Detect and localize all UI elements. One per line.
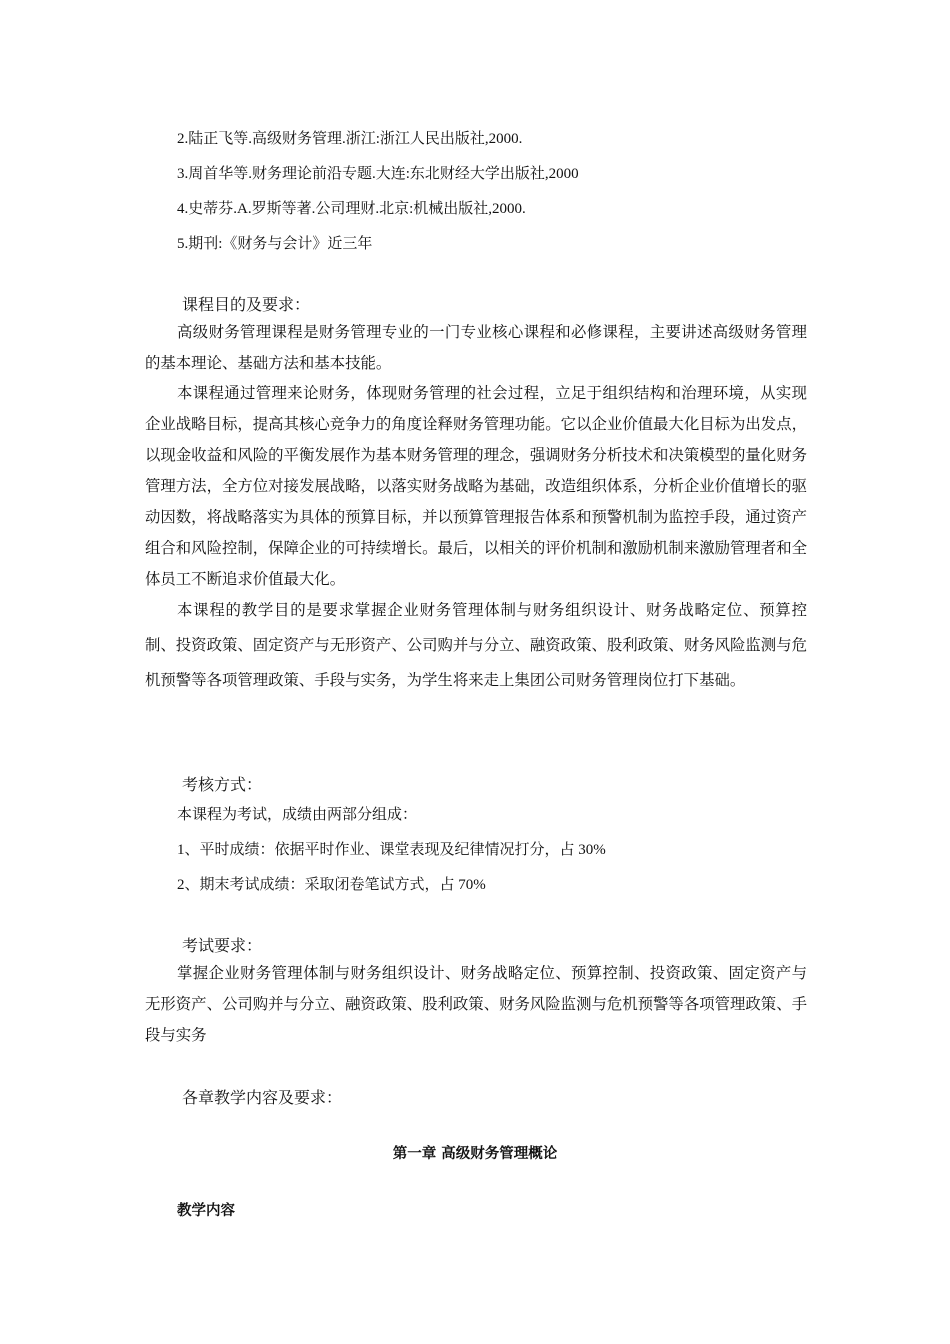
assessment-line: 2、期末考试成绩：采取闭卷笔试方式，占 70%	[177, 877, 486, 893]
chapter-title: 第一章 高级财务管理概论	[392, 1146, 558, 1162]
reference-item: 5.期刊:《财务与会计》近三年	[177, 236, 373, 252]
assessment-heading: 考核方式：	[182, 775, 263, 794]
objectives-paragraph: 本课程的教学目的是要求掌握企业财务管理体制与财务组织设计、财务战略定位、预算控制、投资政策、固定资产与无形资产、公司购并与分立、融资政策、股利政策、财务风险监测与危机预警等各项管理政策、手段与实务，为学生将来走上集团公司财务管理岗位打下基础。	[145, 602, 807, 689]
assessment-line: 本课程为考试，成绩由两部分组成：	[177, 807, 418, 823]
reference-item: 4.史蒂芬.A.罗斯等著.公司理财.北京:机械出版社,2000.	[177, 201, 526, 217]
reference-item: 2.陆正飞等.高级财务管理.浙江:浙江人民出版社,2000.	[177, 131, 523, 147]
objectives-heading: 课程目的及要求：	[182, 295, 311, 314]
teaching-content-subheading: 教学内容	[177, 1203, 235, 1219]
reference-item: 3.周首华等.财务理论前沿专题.大连:东北财经大学出版社,2000	[177, 166, 579, 182]
exam-heading: 考试要求：	[182, 936, 263, 955]
objectives-paragraph: 高级财务管理课程是财务管理专业的一门专业核心课程和必修课程，主要讲述高级财务管理的基本理论、基础方法和基本技能。	[145, 324, 807, 372]
chapters-heading: 各章教学内容及要求：	[182, 1088, 343, 1107]
assessment-line: 1、平时成绩：依据平时作业、课堂表现及纪律情况打分，占 30%	[177, 842, 606, 858]
exam-paragraph: 掌握企业财务管理体制与财务组织设计、财务战略定位、预算控制、投资政策、固定资产与无形资产、公司购并与分立、融资政策、股利政策、财务风险监测与危机预警等各项管理政策、手段与实务	[145, 965, 807, 1044]
objectives-paragraph: 本课程通过管理来论财务，体现财务管理的社会过程，立足于组织结构和治理环境，从实现企业战略目标，提高其核心竞争力的角度诠释财务管理功能。它以企业价值最大化目标为出发点，以现金收益和风险的平衡发展作为基本财务管理的理念，强调财务分析技术和决策模型的量化财务管理方法，全方位对接发展战略，以落实财务战略为基础，改造组织体系，分析企业价值增长的驱动因数，将战略落实为具体的预算目标，并以预算管理报告体系和预警机制为监控手段，通过资产组合和风险控制，保障企业的可持续增长。最后，以相关的评价机制和激励机制来激励管理者和全体员工不断追求价值最大化。	[145, 385, 807, 588]
